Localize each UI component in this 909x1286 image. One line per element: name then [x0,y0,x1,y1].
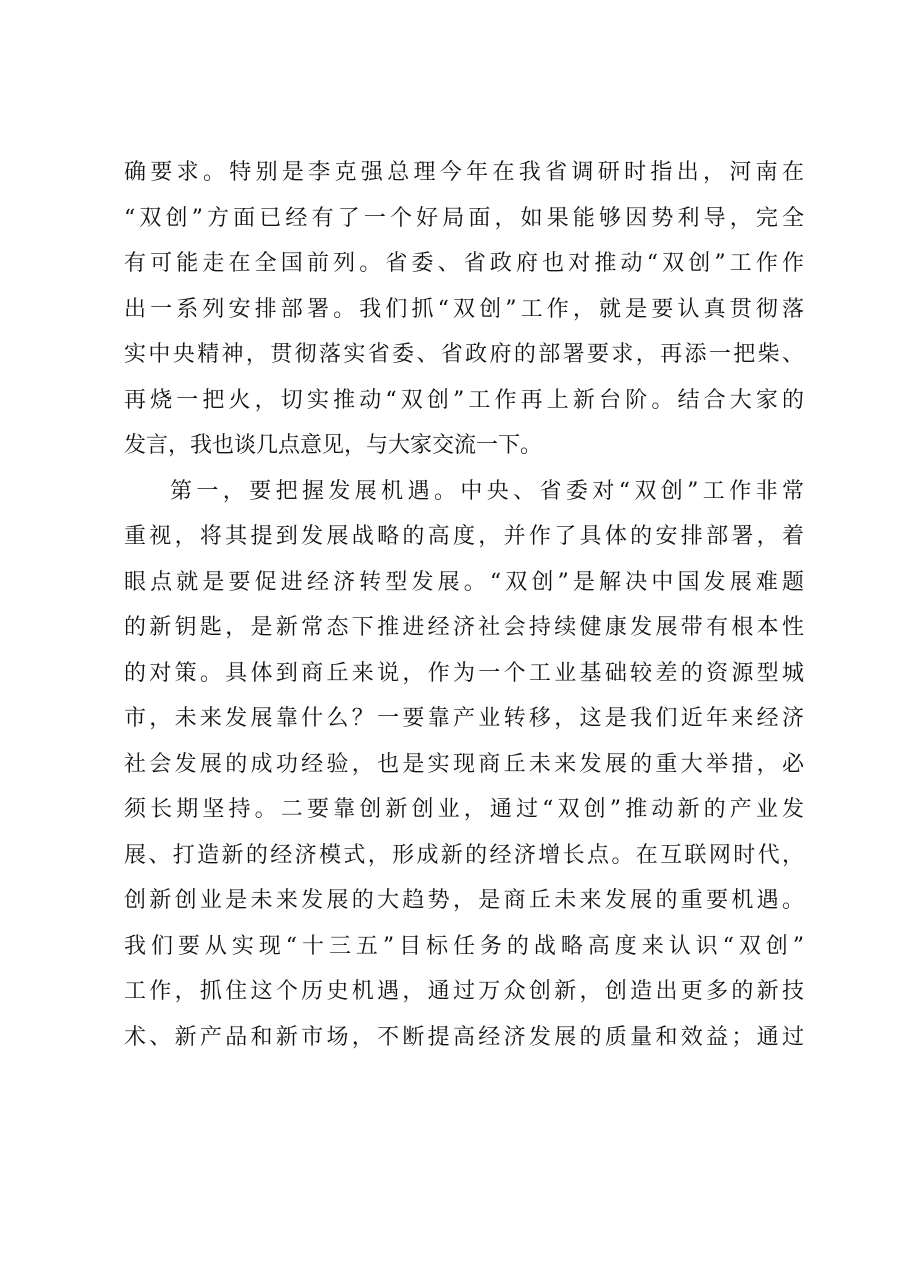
text-line: 眼点就是要促进经济转型发展。“双创”是解决中国发展难题 [124,569,804,595]
body-text [124,150,804,1106]
text-line: 第一，要把握发展机遇。中央、省委对“双创”工作非常 [170,478,804,504]
text-line: 我们要从实现“十三五”目标任务的战略高度来认识“双创” [124,933,804,959]
text-line: 须长期坚持。二要靠创新创业，通过“双创”推动新的产业发 [124,797,804,822]
text-line: “双创”方面已经有了一个好局面，如果能够因势利导，完全 [124,205,804,231]
text-line: 有可能走在全国前列。省委、省政府也对推动“双创”工作作 [124,251,804,276]
paragraph-1 [124,150,804,469]
paragraph-2 [124,469,804,1106]
text-line: 再烧一把火，切实推动“双创”工作再上新台阶。结合大家的 [124,387,804,413]
text-line: 的对策。具体到商丘来说，作为一个工业基础较差的资源型城 [124,660,804,686]
text-line: 展、打造新的经济模式，形成新的经济增长点。在互联网时代， [124,842,804,868]
text-line: 的新钥匙，是新常态下推进经济社会持续健康发展带有根本性 [124,615,804,640]
text-line: 出一系列安排部署。我们抓“双创”工作，就是要认真贯彻落 [124,296,804,322]
text-line [124,1060,804,1106]
text-line: 发言，我也谈几点意见，与大家交流一下。 [124,433,543,458]
text-line: 社会发展的成功经验，也是实现商丘未来发展的重大举措，必 [124,751,804,777]
text-line: 重视，将其提到发展战略的高度，并作了具体的安排部署，着 [124,524,804,549]
text-line: 确要求。特别是李克强总理今年在我省调研时指出，河南在 [124,160,804,185]
text-line: 实中央精神，贯彻落实省委、省政府的部署要求，再添一把柴、 [124,342,804,367]
text-line: 创新创业是未来发展的大趋势，是商丘未来发展的重要机遇。 [124,888,804,913]
text-line: 工作，抓住这个历史机遇，通过万众创新，创造出更多的新技 [124,979,804,1004]
text-line: 市，未来发展靠什么？一要靠产业转移，这是我们近年来经济 [124,706,804,731]
text-line: 术、新产品和新市场，不断提高经济发展的质量和效益；通过 [124,1024,804,1050]
